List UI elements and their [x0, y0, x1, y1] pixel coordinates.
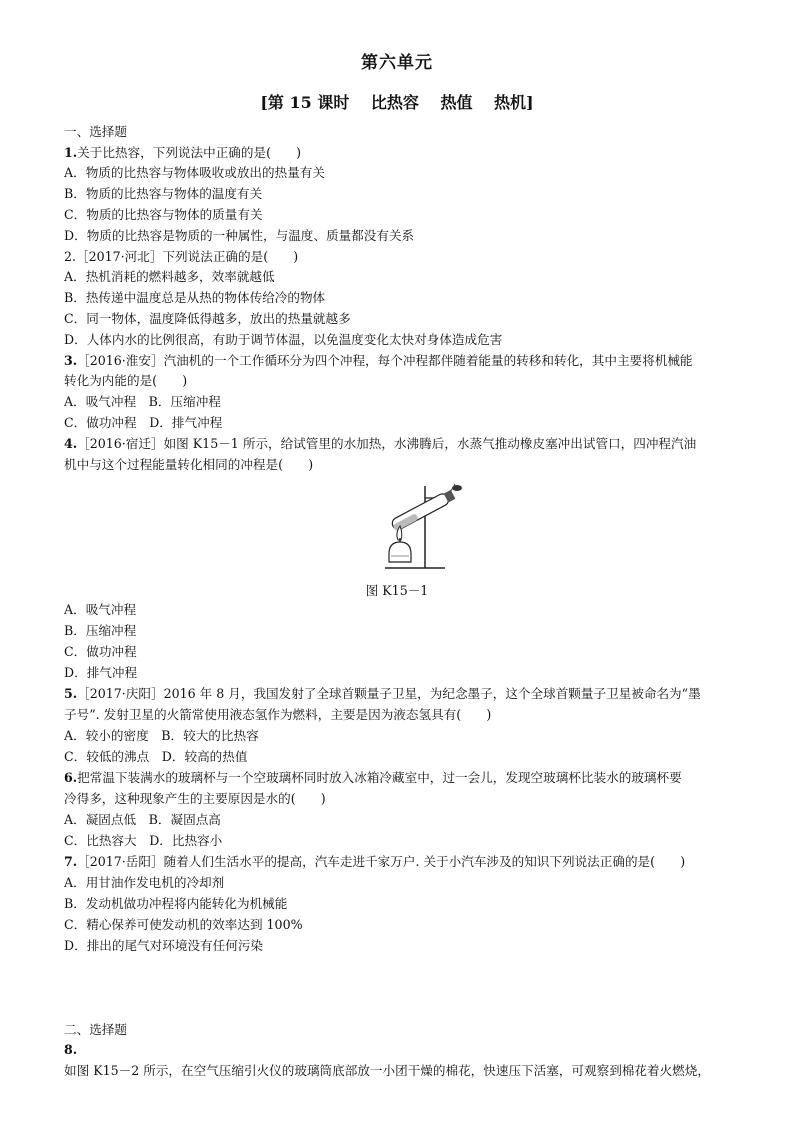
question-stem: 关于比热容，下列说法中正确的是( ): [77, 145, 302, 160]
option: A．用甘油作发电机的冷却剂: [64, 875, 225, 890]
section-heading: 二、选择题: [64, 1022, 127, 1037]
question-stem-cont: 转化为内能的是( ): [64, 373, 188, 388]
option-row: C．比热容大 D．比热容小: [64, 833, 223, 848]
lesson-title: [第 15 课时 比热容 热值 热机]: [260, 93, 534, 112]
question-number: 1.: [64, 145, 78, 160]
option: D．排出的尾气对环境没有任何污染: [64, 938, 264, 953]
question-5: [64, 685, 701, 703]
option-row: C．做功冲程 D．排气冲程: [64, 415, 223, 430]
option-row: A．吸气冲程 B．压缩冲程: [64, 394, 221, 409]
question-stem: ［2016·宿迁］如图 K15－1 所示，给试管里的水加热，水沸腾后，水蒸气推动橡皮塞冲出试管口，四冲程汽油: [77, 436, 697, 451]
option: B．热传递中温度总是从热的物体传给冷的物体: [64, 290, 326, 305]
question-number: 5.: [64, 686, 78, 701]
question-4: [64, 435, 696, 453]
option: C．同一物体，温度降低得越多，放出的热量就越多: [64, 311, 351, 326]
option: B．物质的比热容与物体的温度有关: [64, 186, 263, 201]
option: D．排气冲程: [64, 665, 138, 680]
section-heading: 一、选择题: [64, 124, 127, 139]
question-number: 8.: [64, 1042, 78, 1057]
option: D．人体内水的比例很高，有助于调节体温，以免温度变化太快对身体造成危害: [64, 332, 503, 347]
option-row: A．凝固点低 B．凝固点高: [64, 812, 221, 827]
option: B．压缩冲程: [64, 623, 137, 638]
question-number: 6.: [64, 770, 78, 785]
question-stem-cont: 机中与这个过程能量转化相同的冲程是( ): [64, 457, 314, 472]
question-7: [64, 853, 685, 871]
question-number: 7.: [64, 854, 78, 869]
question-8: 如图 K15－2 所示，在空气压缩引火仪的玻璃筒底部放一小团干燥的棉花，快速压下活塞，可观察到棉花着火燃烧，: [64, 1063, 710, 1078]
question-stem-cont: 冷得多，这种现象产生的主要原因是水的( ): [64, 791, 326, 806]
option-row: C．较低的沸点 D．较高的热值: [64, 749, 248, 764]
test-tube-heating-figure: [365, 478, 475, 573]
option: C．物质的比热容与物体的质量有关: [64, 207, 263, 222]
question-6: [64, 769, 682, 787]
question-stem: ［2017·岳阳］随着人们生活水平的提高，汽车走进千家万户. 关于小汽车涉及的知识下列说法正确的是( ): [77, 854, 686, 869]
question-3: [64, 352, 693, 370]
question-number: 3.: [64, 353, 78, 368]
figure-caption: 图 K15－1: [365, 583, 429, 598]
question-stem: 把常温下装满水的玻璃杯与一个空玻璃杯同时放入冰箱冷藏室中，过一会儿，发现空玻璃杯比装水的玻璃杯要: [77, 770, 682, 785]
question-number: 4.: [64, 436, 78, 451]
option: C．精心保养可使发动机的效率达到 100%: [64, 917, 303, 932]
question-1: [64, 144, 301, 162]
question-stem: ［2017·庆阳］2016 年 8 月，我国发射了全球首颗量子卫星，为纪念墨子，这个全球首颗量子卫星被命名为“墨: [77, 686, 701, 701]
option-row: A．较小的密度 B．较大的比热容: [64, 728, 259, 743]
unit-title: 第六单元: [361, 53, 433, 73]
question-stem-cont: 子号”. 发射卫星的火箭常使用液态氢作为燃料，主要是因为液态氢具有( ): [64, 707, 492, 722]
option: A．物质的比热容与物体吸收或放出的热量有关: [64, 165, 325, 180]
option: C．做功冲程: [64, 644, 137, 659]
option: B．发动机做功冲程将内能转化为机械能: [64, 896, 288, 911]
option: A．热机消耗的燃料越多，效率就越低: [64, 269, 275, 284]
question-stem: ［2016·淮安］汽油机的一个工作循环分为四个冲程，每个冲程都伴随着能量的转移和转化，其中主要将机械能: [77, 353, 693, 368]
option: A．吸气冲程: [64, 602, 137, 617]
question-2: 2.［2017·河北］下列说法正确的是( ): [64, 249, 299, 264]
option: D．物质的比热容是物质的一种属性，与温度、质量都没有关系: [64, 228, 415, 243]
